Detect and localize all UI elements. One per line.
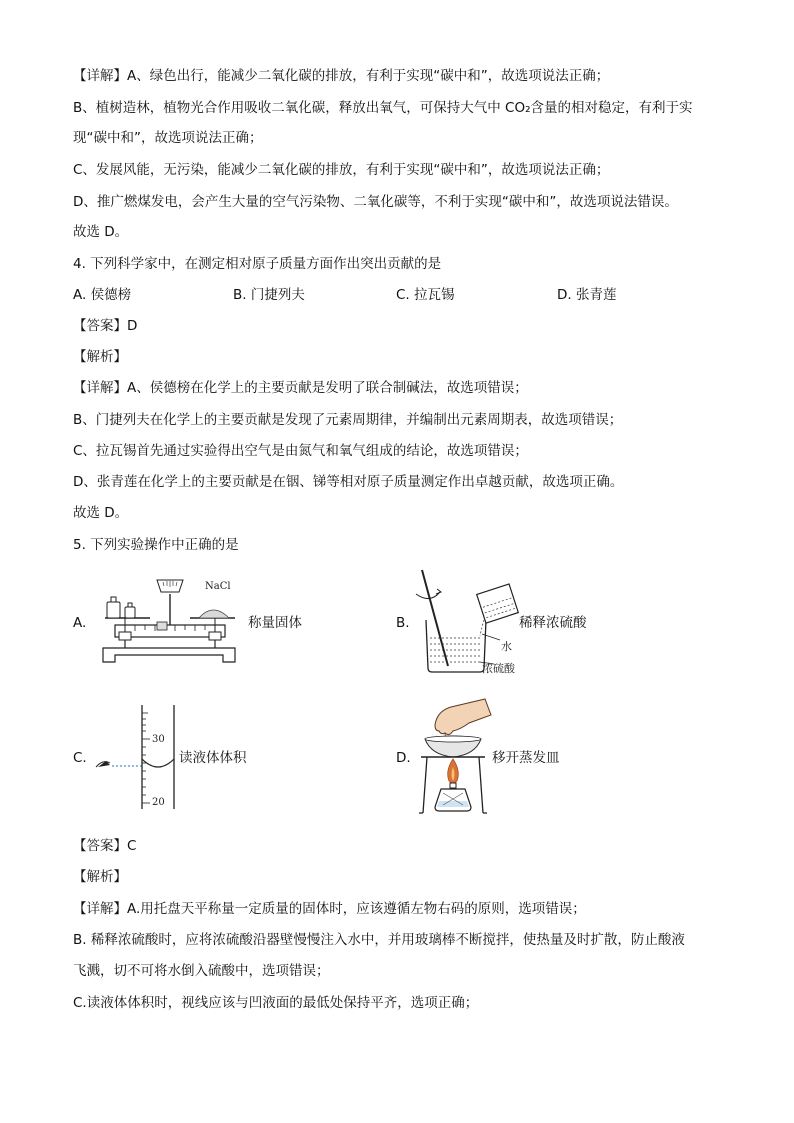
option-a: A. 侯德榜 <box>73 287 132 303</box>
text-line: 【详解】A、侯德榜在化学上的主要贡献是发明了联合制碱法，故选项错误； <box>73 380 528 396</box>
analysis-heading: 【解析】 <box>73 869 127 885</box>
text-line: C、拉瓦锡首先通过实验得出空气是由氮气和氧气组成的结论，故选项错误； <box>73 443 528 459</box>
figure-d-caption: 移开蒸发皿 <box>492 750 560 766</box>
tick-label-20: 20 <box>152 797 165 808</box>
figure-b-caption: 稀释浓硫酸 <box>519 615 587 631</box>
text-line: D、张青莲在化学上的主要贡献是在铟、锑等相对原子质量测定作出卓越贡献，故选项正确。 <box>73 474 624 490</box>
question-stem: 5. 下列实验操作中正确的是 <box>73 537 239 553</box>
figure-a-caption: 称量固体 <box>248 615 302 631</box>
text-line: 故选 D。 <box>73 505 129 521</box>
nacl-label: NaCl <box>205 581 231 592</box>
figure-b-letter: B. <box>396 615 410 631</box>
text-line: B、植树造林，植物光合作用吸收二氧化碳，释放出氧气，可保持大气中 CO₂含量的相对稳定，有利于实 <box>73 100 693 116</box>
answer-line: 【答案】C <box>73 838 137 854</box>
analysis-heading: 【解析】 <box>73 349 127 365</box>
text-line: D、推广燃煤发电，会产生大量的空气污染物、二氧化碳等，不利于实现“碳中和”，故选项说法错误。 <box>73 194 678 210</box>
option-d: D. 张青莲 <box>557 287 617 303</box>
answer-line: 【答案】D <box>73 318 138 334</box>
text-line: 现“碳中和”，故选项说法正确； <box>73 130 263 146</box>
text-line: C、发展风能，无污染，能减少二氧化碳的排放，有利于实现“碳中和”，故选项说法正确； <box>73 162 610 178</box>
text-line: 【详解】A.用托盘天平称量一定质量的固体时，应该遵循左物右码的原则，选项错误； <box>73 901 586 917</box>
figure-c-letter: C. <box>73 750 87 766</box>
figure-d-letter: D. <box>396 750 411 766</box>
text-line: B、门捷列夫在化学上的主要贡献是发现了元素周期律，并编制出元素周期表，故选项错误； <box>73 412 623 428</box>
option-b: B. 门捷列夫 <box>233 287 305 303</box>
question-stem: 4. 下列科学家中，在测定相对原子质量方面作出突出贡献的是 <box>73 256 442 272</box>
water-label: 水 <box>501 640 512 653</box>
text-line: C.读液体体积时，视线应该与凹液面的最低处保持平齐，选项正确； <box>73 995 479 1011</box>
text-line: 故选 D。 <box>73 224 129 240</box>
tick-label-30: 30 <box>152 734 165 745</box>
cylinder-figure <box>92 703 182 811</box>
figure-c-caption: 读液体体积 <box>179 750 247 766</box>
acid-label: 浓硫酸 <box>482 662 515 675</box>
text-line: 飞溅，切不可将水倒入硫酸中，选项错误； <box>73 963 330 979</box>
text-line: 【详解】A、绿色出行，能减少二氧化碳的排放，有利于实现“碳中和”，故选项说法正确； <box>73 68 610 84</box>
figure-a-letter: A. <box>73 615 87 631</box>
option-c: C. 拉瓦锡 <box>396 287 455 303</box>
text-line: B. 稀释浓硫酸时，应将浓硫酸沿器壁慢慢注入水中，并用玻璃棒不断搅拌，使热量及时扩散，防止酸液 <box>73 932 685 948</box>
evaporating-dish-figure <box>415 697 495 819</box>
